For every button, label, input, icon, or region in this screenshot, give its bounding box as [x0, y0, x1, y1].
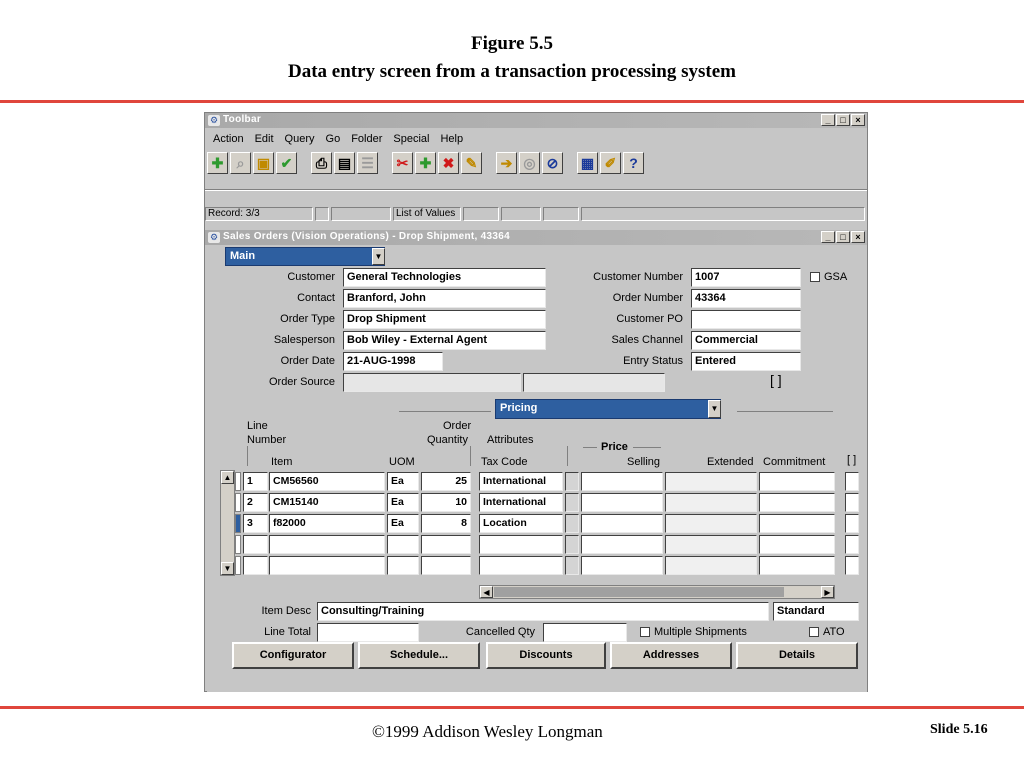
brackets-header: [ ]	[847, 454, 857, 466]
cut-icon[interactable]: ✂	[392, 152, 413, 174]
scroll-right-icon[interactable]: ▶	[821, 586, 834, 598]
extended-header: Extended	[707, 456, 754, 468]
order-source-ref-field[interactable]	[523, 373, 665, 392]
region-select[interactable]	[225, 247, 385, 266]
quantity-cell[interactable]: 8	[421, 514, 471, 533]
save-icon[interactable]: ▣	[253, 152, 274, 174]
entry-status-label: Entry Status	[623, 355, 683, 367]
form-maximize-button[interactable]: □	[836, 231, 850, 243]
ato-checkbox[interactable]	[809, 627, 819, 637]
salesperson-label: Salesperson	[273, 334, 335, 346]
contact-label: Contact	[297, 292, 335, 304]
order-date-field[interactable]: 21-AUG-1998	[343, 352, 443, 371]
order-qty-header-2: Quantity	[427, 434, 468, 446]
descriptive-flex-field[interactable]: [ ]	[770, 372, 782, 388]
delete-record-icon[interactable]: ✖	[438, 152, 459, 174]
flex-cell[interactable]	[845, 535, 859, 554]
gsa-label: GSA	[824, 271, 848, 283]
bottom-divider	[0, 706, 1024, 709]
attributes-cell[interactable]	[565, 535, 579, 554]
pricing-chevron-down-icon[interactable]: ▼	[708, 400, 721, 418]
status-cell-2	[331, 207, 391, 221]
item-cell[interactable]	[269, 556, 385, 575]
commitment-cell[interactable]	[759, 472, 835, 491]
item-desc-field[interactable]: Consulting/Training	[317, 602, 769, 621]
order-type-field[interactable]: Drop Shipment	[343, 310, 546, 329]
customer-number-label: Customer Number	[593, 271, 683, 283]
row-indicator[interactable]	[235, 472, 241, 491]
accept-icon[interactable]: ✔	[276, 152, 297, 174]
uom-header: UOM	[389, 456, 415, 468]
order-number-field[interactable]: 43364	[691, 289, 801, 308]
schedule-button[interactable]: Schedule...	[358, 642, 480, 669]
selling-price-cell[interactable]	[581, 472, 663, 491]
zoom-icon[interactable]: ✐	[600, 152, 621, 174]
attributes-cell[interactable]	[565, 472, 579, 491]
commitment-cell[interactable]	[759, 556, 835, 575]
tax-code-cell[interactable]	[479, 556, 563, 575]
cancelled-qty-field[interactable]	[543, 623, 627, 642]
record-count: Record: 3/3	[205, 207, 313, 221]
selling-price-cell[interactable]	[581, 535, 663, 554]
attributes-cell[interactable]	[565, 493, 579, 512]
scroll-thumb[interactable]	[494, 587, 784, 597]
order-source-field[interactable]	[343, 373, 521, 392]
app-title: Toolbar	[223, 114, 262, 125]
pricing-rule-left	[399, 411, 491, 412]
entry-status-field[interactable]: Entered	[691, 352, 801, 371]
sales-channel-label: Sales Channel	[611, 334, 683, 346]
slide-number: Slide 5.16	[930, 722, 988, 737]
item-cell[interactable]: CM15140	[269, 493, 385, 512]
minimize-button[interactable]: _	[821, 114, 835, 126]
line-number-header-1: Line	[247, 420, 268, 432]
line-number-header-2: Number	[247, 434, 287, 446]
attributes-cell[interactable]	[565, 514, 579, 533]
item-cell[interactable]	[269, 535, 385, 554]
edit-icon[interactable]: ✎	[461, 152, 482, 174]
line-number-cell[interactable]: 1	[243, 472, 268, 491]
form-minimize-button[interactable]: _	[821, 231, 835, 243]
pricing-select[interactable]	[495, 399, 721, 419]
line-number-cell[interactable]	[243, 556, 268, 575]
tax-code-cell[interactable]: International	[479, 493, 563, 512]
menu-edit[interactable]: Edit	[254, 133, 274, 145]
multiple-shipments-label: Multiple Shipments	[654, 626, 747, 638]
status-cell-3	[463, 207, 499, 221]
extended-price-cell	[665, 514, 757, 533]
list-of-values-indicator: List of Values	[393, 207, 461, 221]
new-record-icon[interactable]: ✚	[415, 152, 436, 174]
commitment-cell[interactable]	[759, 535, 835, 554]
help-icon[interactable]: ?	[623, 152, 644, 174]
item-cell[interactable]: f82000	[269, 514, 385, 533]
flex-cell[interactable]	[845, 472, 859, 491]
tax-code-header: Tax Code	[481, 456, 528, 468]
maximize-button[interactable]: □	[836, 114, 850, 126]
status-cell-6	[581, 207, 865, 221]
row-indicator[interactable]	[235, 556, 241, 575]
selling-price-cell[interactable]	[581, 514, 663, 533]
flex-cell[interactable]	[845, 556, 859, 575]
sales-orders-window	[207, 230, 867, 692]
attributes-cell[interactable]	[565, 556, 579, 575]
quantity-cell[interactable]	[421, 556, 471, 575]
order-qty-header-1: Order	[443, 420, 472, 432]
order-type-label: Order Type	[280, 313, 335, 325]
quantity-cell[interactable]	[421, 535, 471, 554]
lines-vertical-scrollbar[interactable]	[220, 470, 235, 576]
figure-title: Figure 5.5	[471, 33, 553, 54]
item-cell[interactable]: CM56560	[269, 472, 385, 491]
extended-price-cell	[665, 493, 757, 512]
quantity-cell[interactable]: 25	[421, 472, 471, 491]
details-button[interactable]: Details	[736, 642, 858, 669]
line-total-label: Line Total	[264, 626, 311, 638]
row-indicator[interactable]	[235, 493, 241, 512]
tax-code-cell[interactable]	[479, 535, 563, 554]
app-titlebar	[205, 113, 867, 128]
line-total-field[interactable]	[317, 623, 419, 642]
customer-po-label: Customer PO	[616, 313, 683, 325]
toolbar	[207, 149, 644, 177]
addresses-button[interactable]: Addresses	[610, 642, 732, 669]
order-source-label: Order Source	[268, 376, 335, 388]
customer-po-field[interactable]	[691, 310, 801, 329]
copyright-text: ©1999 Addison Wesley Longman	[372, 722, 603, 741]
scroll-left-icon[interactable]: ◀	[480, 586, 493, 598]
find-icon[interactable]: ⌕	[230, 152, 251, 174]
top-divider	[0, 100, 1024, 103]
region-select-value: Main	[230, 250, 256, 262]
new-icon[interactable]: ✚	[207, 152, 228, 174]
commitment-cell[interactable]	[759, 514, 835, 533]
gsa-checkbox[interactable]	[810, 272, 820, 282]
flex-cell[interactable]	[845, 493, 859, 512]
pricing-select-value: Pricing	[500, 402, 538, 414]
menu-action[interactable]: Action	[213, 133, 244, 145]
pricing-rule-right	[737, 411, 833, 412]
line-number-cell[interactable]: 2	[243, 493, 268, 512]
uom-cell[interactable]: Ea	[387, 472, 419, 491]
figure-subtitle: Data entry screen from a transaction processing system	[287, 61, 736, 82]
status-cell-1	[315, 207, 329, 221]
toolbar-divider	[205, 189, 867, 191]
app-window-controls	[821, 114, 865, 126]
sales-orders-titlebar	[205, 230, 867, 245]
contact-field[interactable]: Branford, John	[343, 289, 546, 308]
folder-icon[interactable]: ▦	[577, 152, 598, 174]
selling-price-cell[interactable]	[581, 556, 663, 575]
scroll-up-icon[interactable]: ▲	[221, 471, 234, 484]
qty-col-divider	[470, 446, 471, 466]
sales-orders-title: Sales Orders (Vision Operations) - Drop Shipment, 43364	[223, 231, 510, 242]
customer-label: Customer	[287, 271, 335, 283]
ato-label: ATO	[823, 626, 845, 638]
form-close-button[interactable]: ×	[851, 231, 865, 243]
tax-code-cell[interactable]: Location	[479, 514, 563, 533]
scroll-down-icon[interactable]: ▼	[221, 562, 234, 575]
extended-price-cell	[665, 472, 757, 491]
salesperson-field[interactable]: Bob Wiley - External Agent	[343, 331, 546, 350]
commitment-cell[interactable]	[759, 493, 835, 512]
oracle-app-window	[204, 112, 868, 692]
sales-channel-field[interactable]: Commercial	[691, 331, 801, 350]
commitment-header: Commitment	[763, 456, 826, 468]
form-icon: ⚙	[209, 232, 219, 242]
order-number-label: Order Number	[612, 292, 683, 304]
line-col-divider	[247, 446, 248, 466]
price-rule-right	[633, 447, 661, 448]
customer-field[interactable]: General Technologies	[343, 268, 546, 287]
menu-special[interactable]: Special	[393, 133, 430, 145]
menu-query[interactable]: Query	[284, 133, 315, 145]
export-icon[interactable]: ☰	[357, 152, 378, 174]
uom-cell[interactable]	[387, 556, 419, 575]
price-rule-left	[583, 447, 597, 448]
print-icon[interactable]: ⎙	[311, 152, 332, 174]
extended-price-cell	[665, 556, 757, 575]
chevron-down-icon[interactable]: ▼	[372, 248, 385, 265]
multiple-shipments-checkbox[interactable]	[640, 627, 650, 637]
order-date-label: Order Date	[280, 355, 335, 367]
disabled-icon: ◎	[519, 152, 540, 174]
print-preview-icon[interactable]: ▤	[334, 152, 355, 174]
extended-price-cell	[665, 535, 757, 554]
cancelled-qty-label: Cancelled Qty	[465, 626, 535, 638]
uom-cell[interactable]: Ea	[387, 514, 419, 533]
next-block-icon[interactable]: ➔	[496, 152, 517, 174]
line-number-cell[interactable]	[243, 535, 268, 554]
status-bar	[205, 206, 867, 222]
app-icon: ⚙	[209, 115, 219, 125]
configurator-button[interactable]: Configurator	[232, 642, 354, 669]
attr-col-divider	[567, 446, 568, 466]
discounts-button[interactable]: Discounts	[486, 642, 606, 669]
item-type-field[interactable]: Standard	[773, 602, 859, 621]
customer-number-field[interactable]: 1007	[691, 268, 801, 287]
selling-header: Selling	[627, 456, 661, 468]
uom-cell[interactable]	[387, 535, 419, 554]
item-desc-label: Item Desc	[261, 605, 311, 617]
close-button[interactable]: ×	[851, 114, 865, 126]
flex-cell[interactable]	[845, 514, 859, 533]
status-cell-5	[543, 207, 579, 221]
attributes-header: Attributes	[487, 434, 534, 446]
quantity-cell[interactable]: 10	[421, 493, 471, 512]
row-indicator[interactable]	[235, 535, 241, 554]
form-window-controls	[821, 231, 865, 243]
lines-horizontal-scrollbar[interactable]	[479, 585, 835, 599]
attachment-icon[interactable]: ⊘	[542, 152, 563, 174]
uom-cell[interactable]: Ea	[387, 493, 419, 512]
item-header: Item	[271, 456, 293, 468]
price-header: Price	[601, 441, 628, 453]
selling-price-cell[interactable]	[581, 493, 663, 512]
menu-go[interactable]: Go	[325, 133, 341, 145]
line-number-cell[interactable]: 3	[243, 514, 268, 533]
current-row-indicator[interactable]	[235, 514, 241, 533]
tax-code-cell[interactable]: International	[479, 472, 563, 491]
menu-folder[interactable]: Folder	[351, 133, 383, 145]
menu-help[interactable]: Help	[440, 133, 464, 145]
status-cell-4	[501, 207, 541, 221]
menu-bar	[205, 131, 867, 147]
